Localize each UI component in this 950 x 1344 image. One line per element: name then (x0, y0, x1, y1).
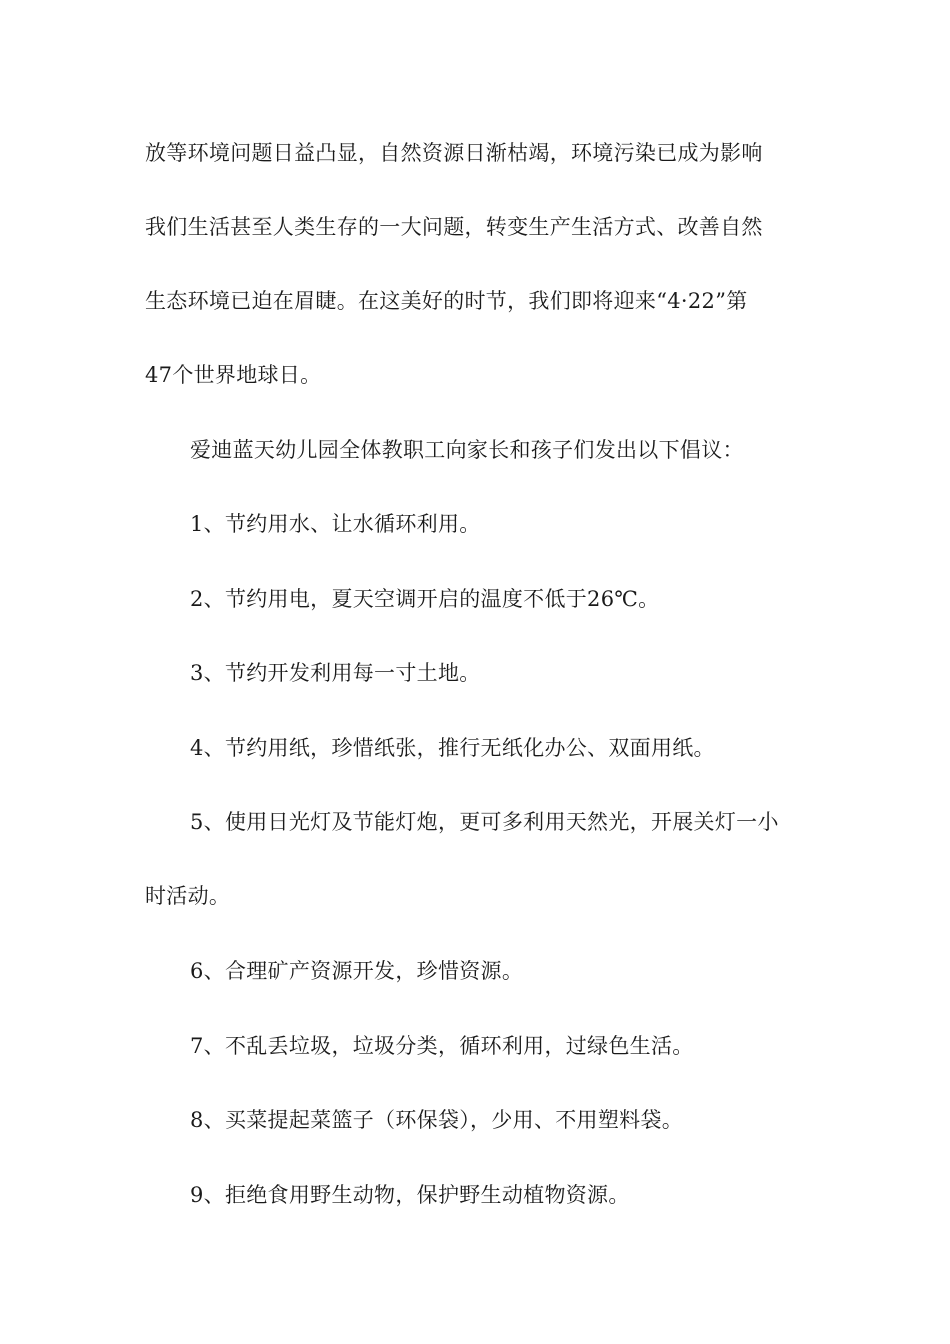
list-item: 6、合理矿产资源开发，珍惜资源。 (190, 959, 524, 983)
list-item-continuation: 时活动。 (145, 884, 231, 908)
list-item: 4、节约用纸，珍惜纸张，推行无纸化办公、双面用纸。 (190, 736, 715, 760)
paragraph-line: 放等环境问题日益凸显，自然资源日渐枯竭，环境污染已成为影响 (145, 141, 763, 165)
paragraph-line: 生态环境已迫在眉睫。在这美好的时节，我们即将迎来“4·22”第 (145, 289, 748, 313)
list-item: 9、拒绝食用野生动物，保护野生动植物资源。 (190, 1183, 630, 1207)
list-item: 3、节约开发利用每一寸土地。 (190, 661, 481, 685)
list-item: 5、使用日光灯及节能灯炮，更可多利用天然光，开展关灯一小 (190, 810, 779, 834)
list-item: 2、节约用电，夏天空调开启的温度不低于26℃。 (190, 587, 660, 611)
list-item: 8、买菜提起菜篮子（环保袋），少用、不用塑料袋。 (190, 1108, 684, 1132)
intro-paragraph: 爱迪蓝天幼儿园全体教职工向家长和孩子们发出以下倡议： (190, 438, 744, 462)
paragraph-line: 我们生活甚至人类生存的一大问题，转变生产生活方式、改善自然 (145, 215, 763, 239)
paragraph-line: 47个世界地球日。 (145, 363, 322, 387)
list-item: 1、节约用水、让水循环利用。 (190, 512, 481, 536)
list-item: 7、不乱丢垃圾，垃圾分类，循环利用，过绿色生活。 (190, 1034, 694, 1058)
